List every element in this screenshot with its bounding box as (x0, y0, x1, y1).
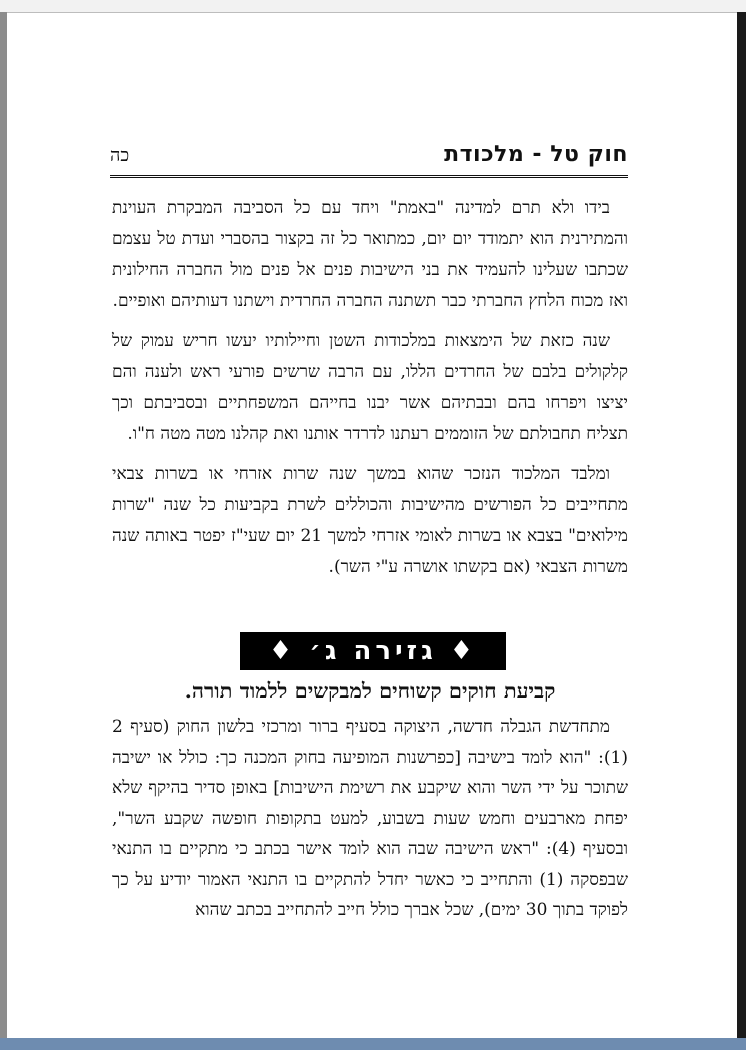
window-right-border (737, 12, 746, 1038)
window-left-border (0, 12, 7, 1038)
header-rule (110, 175, 628, 178)
section-body (112, 712, 628, 926)
header-title: חוק טל - מלכודת (444, 142, 628, 167)
section-subtitle: קביעת חוקים קשוחים למבקשים ללמוד תורה. (184, 678, 556, 703)
window-bottom-border (0, 1038, 746, 1050)
paragraph: שנה כזאת של הימצאות במלכודות השטן וחיילותיו יעשו חריש עמוק של קלקולים בלבם של החרדים הללו, עם הרבה שרשים פורעי ראש ולענה והם יציצו ויפרחו בהם ובבתיהם אשר יבנו בחייהם המשפחתיים ובסביבתם וכך תצליח תחבולתם של הזוממים רעתנו לדרדר אותנו ואת קהלנו מטה מטה ח"ו. (112, 331, 628, 444)
running-header (110, 138, 628, 178)
paragraph: ומלבד המלכוד הנזכר שהוא במשך שנה שרות אזרחי או בשרות צבאי מתחייבים כל הפורשים מהישיבות והכוללים לשרת בקביעות כל שנה "שרות מילואים" בצבא או בשרות לאומי אזרחי למשך 21 יום שעי"ז יפטר באותה שנה משרות הצבאי (אם בקשתו אושרה ע"י השר). (112, 464, 628, 577)
window-top-border (0, 0, 746, 13)
body-text (112, 193, 628, 592)
paragraph: מתחדשת הגבלה חדשה, היצוקה בסעיף ברור ומרכזי בלשון החוק (סעיף 2 (1): "הוא לומד בישיבה [כפרשנות המופיעה בחוק המכנה כך: כולל או ישיבה שתוכר על ידי השר והוא שיקבע את רשימת הישיבות] באופן סדיר בהיקף שלא יפחת מארבעים וחמש שעות בשבוע, למעט בתקופות חופשה שקבע השר", ובסעיף (4): "ראש הישיבה שבה הוא לומד אישר בכתב כי מתקיים בו התנאי שבפסקה (1) והתחייב כי כאשר יחדל להתקיים בו התנאי האמור יודיע על כך לפוקד בתוך 30 ימים), שכל אברך כולל חייב להתחייב בכתב שהוא (112, 717, 629, 920)
paragraph: בידו ולא תרם למדינה "באמת" ויחד עם כל הסביבה המבקרת העוינת והמתירנית הוא יתמודד יום יום, כמתואר כל זה בקצור בהסברי ועדת טל עצמם שכתבו שעלינו להעמיד את בני הישיבות פנים אל פנים מול החברה החילונית ואז מכוח הלחץ החברתי כבר תשתנה החברה החרדית וישתנו דעותיהם ואופיים. (112, 198, 628, 311)
section-heading: ♦ גזירה ג׳ ♦ (240, 632, 506, 670)
page-number: כה (110, 145, 130, 166)
